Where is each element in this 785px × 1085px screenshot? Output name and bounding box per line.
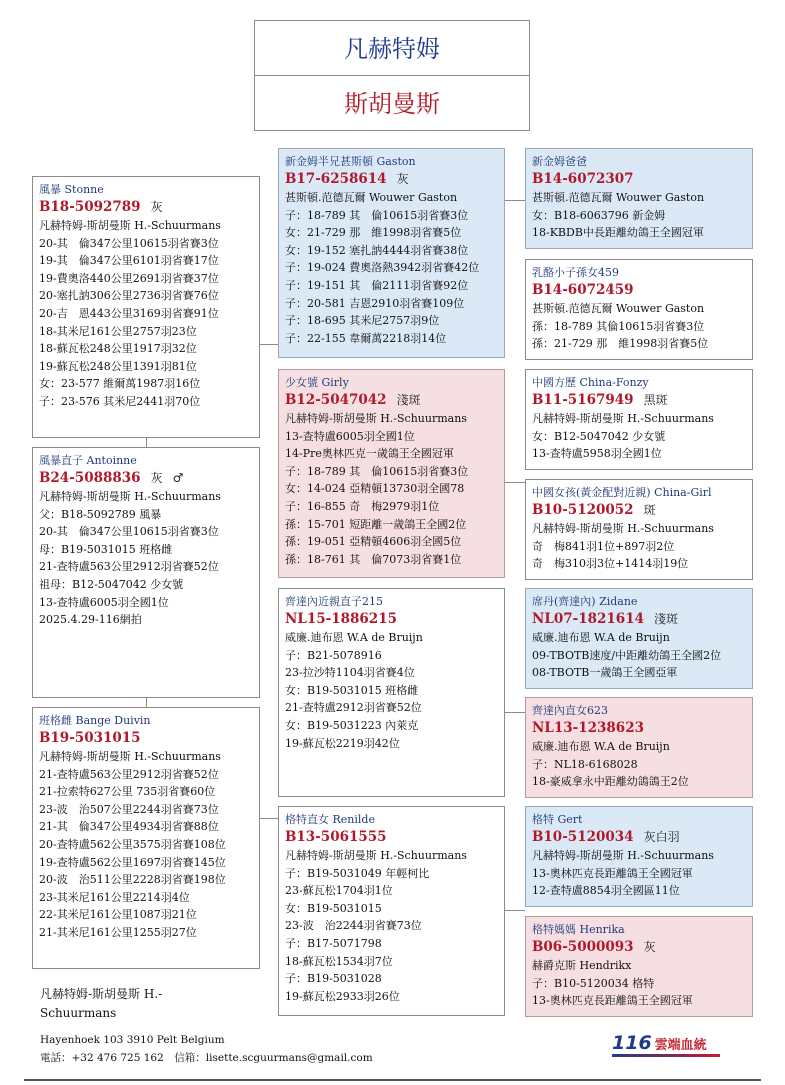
grand-name-3: 中國方歷 China-Fonzy (532, 376, 649, 389)
grand-lines-5 (532, 629, 746, 682)
grand-name-1: 新金姆爸爸 (532, 155, 587, 168)
info-line: 20-其 倫347公里10615羽省賽3位 (39, 236, 219, 250)
info-line: 21-拉索特627公里 735羽省賽60位 (39, 785, 216, 799)
brother-lines (39, 488, 253, 629)
sire-dam-name: 少女號 Girly (285, 376, 349, 389)
logo-number: 116 (612, 1032, 652, 1054)
grand-name-6: 齊達內直女623 (532, 704, 608, 717)
info-line: 孫：18-761 其 倫7073羽省賽1位 (285, 552, 462, 566)
dam-dam-card (278, 806, 505, 1016)
info-line: 22-其米尼161公里1087羽21位 (39, 908, 197, 922)
info-line: 凡赫特姆-斯胡曼斯 H.-Schuurmans (39, 490, 221, 503)
info-line: 女：19-152 塞扎訥4444羽省賽38位 (285, 243, 469, 257)
sire-lines (285, 189, 498, 347)
info-line: 孫：21-729 那 維1998羽省賽5位 (532, 337, 709, 351)
breeder-address: Hayenhoek 103 3910 Pelt Belgium (40, 1034, 225, 1046)
grand-card-3 (525, 369, 753, 470)
title-bottom: 斯胡曼斯 (344, 90, 440, 118)
info-line: 23-波 治2244羽省賽73位 (285, 919, 422, 933)
title-bottom-box (254, 75, 530, 131)
brother-card (32, 447, 260, 698)
info-line: 母：B19-5031015 班格雌 (39, 542, 173, 556)
connector (146, 697, 147, 707)
info-line: 子：22-155 韋爾萬2218羽14位 (285, 331, 447, 345)
info-line: 祖母：B12-5047042 少女號 (39, 577, 184, 591)
info-line: 09-TBOTB速度/中距離幼鴿王全國2位 (532, 648, 722, 662)
breeder-name: 凡赫特姆-斯胡曼斯 H.-Schuurmans (40, 987, 163, 1020)
info-line: 19-費奧洛440公里2691羽省賽37位 (39, 271, 219, 285)
info-line: 女：23-577 維爾萬1987羽16位 (39, 377, 201, 391)
info-line: 21-其米尼161公里1255羽27位 (39, 925, 197, 939)
info-line: 20-查特盧562公里3575羽省賽108位 (39, 837, 226, 851)
grand-ring-2: B14-6072459 (532, 282, 634, 298)
info-line: 奇 梅841羽1位+897羽2位 (532, 539, 675, 553)
info-line: 20-塞扎訥306公里2736羽省賽76位 (39, 289, 219, 303)
sire-ring: B17-6258614 灰 (285, 171, 409, 187)
dam-ring: B19-5031015 (39, 730, 141, 746)
grand-ring-3: B11-5167949 黑斑 (532, 392, 668, 408)
info-line: 子：NL18-6168028 (532, 757, 638, 771)
site-logo (612, 1032, 722, 1056)
info-line: 13-奧林匹克長距離鴿王全國冠軍 (532, 994, 693, 1008)
info-line: 子：16-855 奇 梅2979羽1位 (285, 499, 440, 513)
grand-ring-1: B14-6072307 (532, 171, 634, 187)
info-line: 女：B19-5031223 內萊克 (285, 718, 419, 732)
info-line: 子：18-789 其 倫10615羽省賽3位 (285, 464, 469, 478)
info-line: 18-KBDB中長距離幼鴿王全國冠軍 (532, 226, 704, 240)
grand-name-7: 格特 Gert (532, 813, 583, 826)
brother-ring: B24-5088836 灰 ♂ (39, 470, 184, 486)
logo-text: 雲端血統 (654, 1038, 707, 1053)
info-line: 23-其米尼161公里2214羽4位 (39, 890, 190, 904)
info-line: 23-拉沙特1104羽省賽4位 (285, 666, 415, 680)
info-line: 12-查特盧8854羽全國區11位 (532, 884, 680, 898)
subject-card (32, 176, 260, 438)
grand-lines-3 (532, 410, 746, 463)
info-line: 凡赫特姆-斯胡曼斯 H.-Schuurmans (285, 849, 467, 862)
dam-dam-ring: B13-5061555 (285, 829, 387, 845)
info-line: 13-查特盧6005羽全國1位 (39, 595, 169, 609)
grand-name-8: 格特媽媽 Henrika (532, 923, 625, 936)
grand-card-2 (525, 259, 753, 360)
connector (146, 437, 147, 447)
dam-sire-name: 齊達內近親直子215 (285, 595, 383, 608)
sire-name: 新金姆半兄甚斯頓 Gaston (285, 155, 416, 168)
info-line: 凡赫特姆-斯胡曼斯 H.-Schuurmans (39, 219, 221, 232)
info-line: 子：20-581 吉恩2910羽省賽109位 (285, 296, 465, 310)
info-line: 13-奧林匹克長距離鴿王全國冠軍 (532, 866, 693, 880)
dam-sire-lines (285, 629, 498, 752)
info-line: 23-蘇瓦松1704羽1位 (285, 884, 393, 898)
info-line: 14-Pre奧林匹克一歲鴿王全國冠軍 (285, 447, 454, 461)
grand-card-4 (525, 479, 753, 580)
info-line: 凡赫特姆-斯胡曼斯 H.-Schuurmans (532, 849, 714, 862)
title-top-box (254, 20, 530, 76)
info-line: 18-豪威拿永中距離幼鴿鴿王2位 (532, 775, 689, 789)
grand-lines-2 (532, 300, 746, 353)
info-line: 奇 梅310羽3位+1414羽19位 (532, 557, 689, 571)
grand-ring-4: B10-5120052 斑 (532, 502, 656, 518)
breeder-contact: 電話：+32 476 725 162 信箱：lisette.scguurmans@gmail.com (40, 1052, 373, 1064)
info-line: 子：B19-5031049 年輕柯比 (285, 866, 430, 880)
sire-dam-ring: B12-5047042 淺斑 (285, 392, 421, 408)
grand-lines-6 (532, 738, 746, 791)
grand-lines-8 (532, 957, 746, 1010)
connector (504, 200, 525, 201)
info-line: 凡赫特姆-斯胡曼斯 H.-Schuurmans (532, 412, 714, 425)
info-line: 19-蘇瓦松2933羽26位 (285, 989, 400, 1003)
info-line: 19-其 倫347公里6101羽省賽17位 (39, 254, 219, 268)
info-line: 08-TBOTB一歲鴿王全國亞軍 (532, 666, 678, 680)
grand-card-5 (525, 588, 753, 689)
info-line: 凡赫特姆-斯胡曼斯 H.-Schuurmans (285, 412, 467, 425)
info-line: 23-波 治507公里2244羽省賽73位 (39, 802, 219, 816)
info-line: 子：B21-5078916 (285, 648, 382, 662)
info-line: 18-蘇瓦松1534羽7位 (285, 954, 393, 968)
grand-lines-4 (532, 520, 746, 573)
dam-lines (39, 748, 253, 942)
grand-ring-5: NL07-1821614 淺斑 (532, 611, 678, 627)
subject-ring: B18-5092789 灰 (39, 199, 163, 215)
logo-underline (612, 1054, 720, 1057)
info-line: 21-其 倫347公里4934羽省賽88位 (39, 820, 219, 834)
info-line: 子：B10-5120034 格特 (532, 976, 655, 990)
info-line: 13-查特盧5958羽全國1位 (532, 447, 662, 461)
info-line: 20-其 倫347公里10615羽省賽3位 (39, 525, 219, 539)
info-line: 凡赫特姆-斯胡曼斯 H.-Schuurmans (532, 522, 714, 535)
connector (504, 482, 525, 483)
info-line: 女：B18-6063796 新金姆 (532, 208, 666, 222)
grand-card-6 (525, 697, 753, 798)
info-line: 2025.4.29-116網拍 (39, 613, 142, 627)
info-line: 女：B19-5031015 班格雌 (285, 683, 419, 697)
brother-name: 風暴直子 Antoinne (39, 454, 137, 467)
info-line: 威廉.迪布恩 W.A de Bruijn (532, 631, 670, 644)
info-line: 18-其米尼161公里2757羽23位 (39, 324, 197, 338)
dam-sire-card (278, 588, 505, 797)
connector (504, 712, 525, 713)
info-line: 21-查特盧563公里2912羽省賽52位 (39, 767, 219, 781)
info-line: 甚斯頓.范德瓦爾 Wouwer Gaston (285, 191, 458, 204)
dam-name: 班格雌 Bange Duivin (39, 714, 151, 727)
dam-sire-ring: NL15-1886215 (285, 611, 397, 627)
info-line: 18-蘇瓦松248公里1917羽32位 (39, 342, 197, 356)
sire-card (278, 148, 505, 358)
info-line: 19-蘇瓦松2219羽42位 (285, 736, 400, 750)
info-line: 赫爵克斯 Hendrikx (532, 959, 632, 972)
subject-lines (39, 217, 253, 411)
info-line: 子：18-789 其 倫10615羽省賽3位 (285, 208, 469, 222)
grand-ring-7: B10-5120034 灰白羽 (532, 829, 680, 845)
grand-card-8 (525, 916, 753, 1017)
info-line: 21-查特盧2912羽省賽52位 (285, 701, 422, 715)
info-line: 孫：15-701 短距離一歲鴿王全國2位 (285, 517, 467, 531)
title-top: 凡赫特姆 (344, 35, 440, 63)
grand-ring-6: NL13-1238623 (532, 720, 644, 736)
grand-card-7 (525, 806, 753, 907)
info-line: 威廉.迪布恩 W.A de Bruijn (285, 631, 423, 644)
bottom-rule (24, 1079, 761, 1081)
info-line: 子：B19-5031028 (285, 972, 382, 986)
grand-ring-8: B06-5000093 灰 (532, 939, 656, 955)
info-line: 女：B19-5031015 (285, 901, 382, 915)
info-line: 女：B12-5047042 少女號 (532, 429, 666, 443)
info-line: 13-查特盧6005羽全國1位 (285, 429, 415, 443)
info-line: 子：19-024 費奧洛熱3942羽省賽42位 (285, 261, 480, 275)
info-line: 女：14-024 亞精頓13730羽全國78 (285, 482, 465, 496)
dam-card (32, 707, 260, 969)
info-line: 子：B17-5071798 (285, 936, 382, 950)
grand-name-2: 乳酪小子孫女459 (532, 266, 619, 279)
info-line: 20-波 治511公里2228羽省賽198位 (39, 873, 226, 887)
info-line: 女：21-729 那 維1998羽省賽5位 (285, 226, 462, 240)
subject-name: 風暴 Stonne (39, 183, 104, 196)
info-line: 19-蘇瓦松248公里1391羽81位 (39, 359, 197, 373)
sire-dam-card (278, 369, 505, 578)
connector (259, 344, 279, 345)
info-line: 子：19-151 其 倫2111羽省賽92位 (285, 278, 469, 292)
info-line: 子：23-576 其米尼2441羽70位 (39, 394, 201, 408)
info-line: 19-查特盧562公里1697羽省賽145位 (39, 855, 226, 869)
info-line: 子：18-695 其米尼2757羽9位 (285, 314, 440, 328)
info-line: 孫：18-789 其倫10615羽省賽3位 (532, 319, 705, 333)
grand-card-1 (525, 148, 753, 249)
info-line: 甚斯頓.范德瓦爾 Wouwer Gaston (532, 191, 705, 204)
info-line: 20-吉 恩443公里3169羽省賽91位 (39, 306, 219, 320)
grand-lines-7 (532, 847, 746, 900)
connector (504, 910, 525, 911)
info-line: 孫：19-051 亞精頓4606羽全國5位 (285, 535, 462, 549)
sire-dam-lines (285, 410, 498, 568)
info-line: 甚斯頓.范德瓦爾 Wouwer Gaston (532, 302, 705, 315)
dam-dam-name: 格特直女 Renilde (285, 813, 375, 826)
connector (259, 818, 279, 819)
info-line: 威廉.迪布恩 W.A de Bruijn (532, 740, 670, 753)
info-line: 凡赫特姆-斯胡曼斯 H.-Schuurmans (39, 750, 221, 763)
grand-name-5: 席丹(齊達內) Zidane (532, 595, 638, 608)
grand-name-4: 中國女孩(黃金配對近親) China-Girl (532, 486, 712, 499)
grand-lines-1 (532, 189, 746, 242)
info-line: 父：B18-5092789 風暴 (39, 507, 162, 521)
dam-dam-lines (285, 847, 498, 1005)
info-line: 21-查特盧563公里2912羽省賽52位 (39, 560, 219, 574)
